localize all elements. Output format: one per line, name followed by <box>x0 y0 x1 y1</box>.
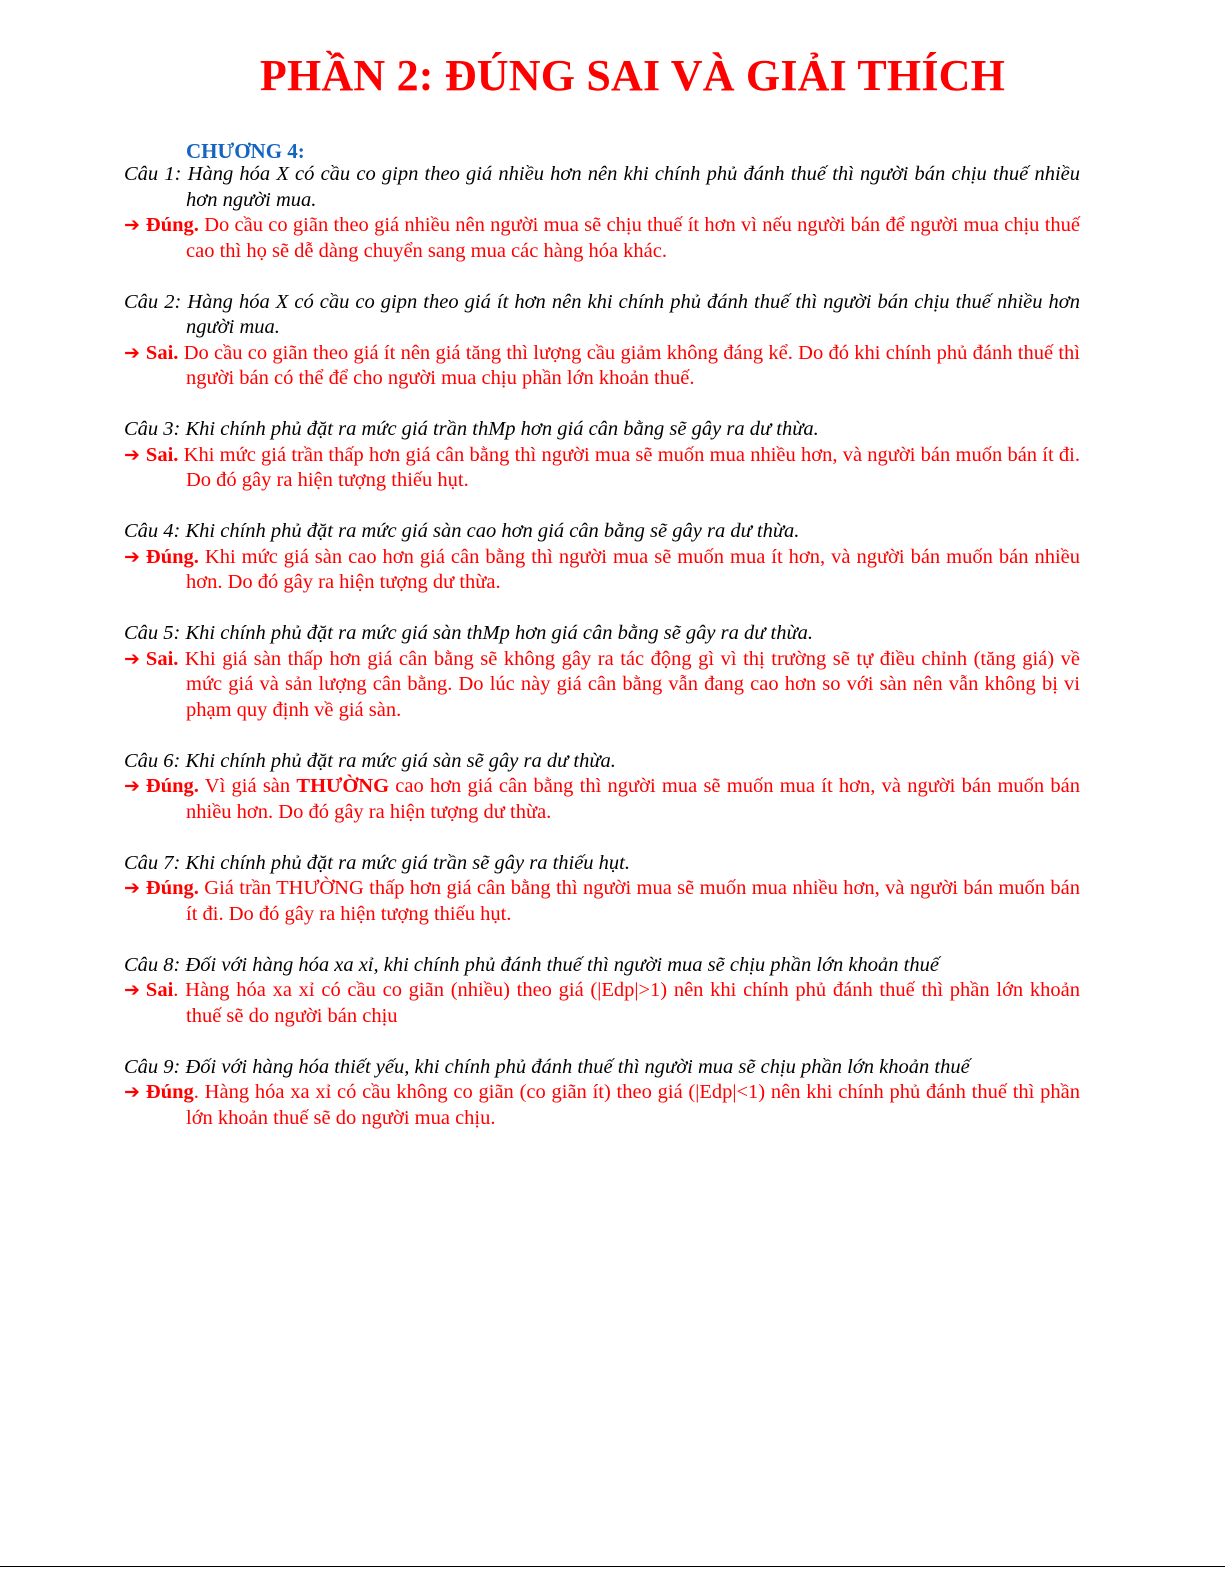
explanation-text: Khi mức giá sàn cao hơn giá cân bằng thì người mua sẽ muốn mua ít hơn, và người bán muốn bán nhiều hơn. Do đó gây ra hiện tượng dư thừa. <box>186 545 1080 593</box>
arrow-right-icon: ➔ <box>124 214 140 236</box>
question-text: Câu 3: Khi chính phủ đặt ra mức giá trần thMp hơn giá cân bằng sẽ gây ra dư thừa. <box>124 418 819 440</box>
explanation-text: Khi mức giá trần thấp hơn giá cân bằng thì người mua sẽ muốn mua nhiều hơn, và người bán muốn bán ít đi. Do đó gây ra hiện tượng thiếu hụt. <box>178 443 1080 491</box>
question-text: Câu 1: Hàng hóa X có cầu co gipn theo giá nhiều hơn nên khi chính phủ đánh thuế thì người bán chịu thuế nhiều hơn người mua. <box>124 163 1080 211</box>
answer-text <box>124 647 1080 724</box>
question-block-6 <box>124 749 1080 826</box>
arrow-right-icon: ➔ <box>124 647 140 670</box>
emphasis-text: THƯỜNG <box>296 775 390 797</box>
explanation-text: cao hơn giá cân bằng thì người mua sẽ muốn mua ít hơn, và người bán muốn bán nhiều hơn. Do đó gây ra hiện tượng dư thừa. <box>186 775 1080 823</box>
explanation-text: Giá trần THƯỜNG thấp hơn giá cân bằng thì người mua sẽ muốn mua nhiều hơn, và người bán muốn bán ít đi. Do đó gây ra hiện tượng thiếu hụt. <box>186 877 1080 925</box>
verdict-label: Đúng <box>145 1081 194 1103</box>
answer-text <box>124 876 1080 927</box>
answer-text <box>124 774 1080 825</box>
question-text: Câu 8: Đối với hàng hóa xa xỉ, khi chính phủ đánh thuế thì người mua sẽ chịu phần lớn khoản thuế <box>124 953 939 976</box>
question-block-8 <box>124 953 1080 1030</box>
explanation-text: . Hàng hóa xa xỉ có cầu co giãn (nhiều) theo giá (|Edp|>1) nên khi chính phủ đánh thuế thì phần lớn khoản thuế sẽ do người bán chịu <box>173 979 1080 1027</box>
arrow-right-icon: ➔ <box>124 877 140 899</box>
verdict-label: Đúng. <box>145 545 199 568</box>
arrow-right-icon: ➔ <box>124 979 140 1001</box>
question-block-4 <box>124 519 1080 596</box>
answer-text <box>124 545 1080 596</box>
verdict-label: Sai. <box>145 341 179 364</box>
verdict-label: Đúng. <box>145 877 199 899</box>
question-text: Câu 5: Khi chính phủ đặt ra mức giá sàn thMp hơn giá cân bằng sẽ gây ra dư thừa. <box>124 622 814 644</box>
question-block-3 <box>124 417 1080 494</box>
question-block-9 <box>124 1055 1080 1132</box>
verdict-label: Sai <box>145 979 174 1001</box>
explanation-text: . Hàng hóa xa xỉ có cầu không co giãn (co giãn ít) theo giá (|Edp|<1) nên khi chính phủ đánh thuế thì phần lớn khoản thuế sẽ do người mua chịu. <box>186 1081 1080 1129</box>
arrow-right-icon: ➔ <box>124 443 140 466</box>
verdict-label: Sai. <box>145 647 179 670</box>
arrow-right-icon: ➔ <box>124 1081 140 1103</box>
question-block-2 <box>124 290 1080 392</box>
question-block-7 <box>124 851 1080 928</box>
explanation-text: Khi giá sàn thấp hơn giá cân bằng sẽ không gây ra tác động gì vì thị trường sẽ tự điều chỉnh (tăng giá) về mức giá và sản lượng cân bằng. Do lúc này giá cân bằng vẫn đang cao hơn so với sàn nên vẫn không bị vi phạm quy định về giá sàn. <box>178 647 1080 721</box>
answer-text <box>124 341 1080 392</box>
answer-text <box>124 978 1080 1029</box>
explanation-text: Do cầu co giãn theo giá nhiều nên người mua sẽ chịu thuế ít hơn vì nếu người bán để người mua chịu thuế cao thì họ sẽ dễ dàng chuyển sang mua các hàng hóa khác. <box>186 214 1080 262</box>
arrow-right-icon: ➔ <box>124 341 140 364</box>
answer-text <box>124 443 1080 494</box>
answer-text <box>124 213 1080 264</box>
question-text: Câu 4: Khi chính phủ đặt ra mức giá sàn cao hơn giá cân bằng sẽ gây ra dư thừa. <box>124 520 800 542</box>
arrow-right-icon: ➔ <box>124 775 140 797</box>
question-block-5 <box>124 621 1080 723</box>
question-text: Câu 6: Khi chính phủ đặt ra mức giá sàn sẽ gây ra dư thừa. <box>124 749 616 772</box>
answer-text <box>124 1080 1080 1131</box>
page-bottom-divider <box>0 1566 1225 1567</box>
document-body <box>124 136 1080 1157</box>
arrow-right-icon: ➔ <box>124 545 140 568</box>
chapter-heading: CHƯƠNG 4: <box>186 139 305 163</box>
question-text: Câu 7: Khi chính phủ đặt ra mức giá trần sẽ gây ra thiếu hụt. <box>124 851 631 874</box>
verdict-label: Sai. <box>145 443 179 466</box>
verdict-label: Đúng. <box>145 775 199 797</box>
question-block-1 <box>124 162 1080 264</box>
verdict-label: Đúng. <box>145 214 199 236</box>
question-text: Câu 2: Hàng hóa X có cầu co gipn theo giá ít hơn nên khi chính phủ đánh thuế thì người bán chịu thuế nhiều hơn người mua. <box>124 290 1080 338</box>
explanation-text: Do cầu co giãn theo giá ít nên giá tăng thì lượng cầu giảm không đáng kể. Do đó khi chính phủ đánh thuế thì người bán có thể để cho người mua chịu phần lớn khoản thuế. <box>178 341 1080 389</box>
explanation-text: Vì giá sàn <box>198 775 297 797</box>
page-title: PHẦN 2: ĐÚNG SAI VÀ GIẢI THÍCH <box>259 51 1006 100</box>
question-text: Câu 9: Đối với hàng hóa thiết yếu, khi chính phủ đánh thuế thì người mua sẽ chịu phần lớn khoản thuế <box>124 1055 970 1078</box>
